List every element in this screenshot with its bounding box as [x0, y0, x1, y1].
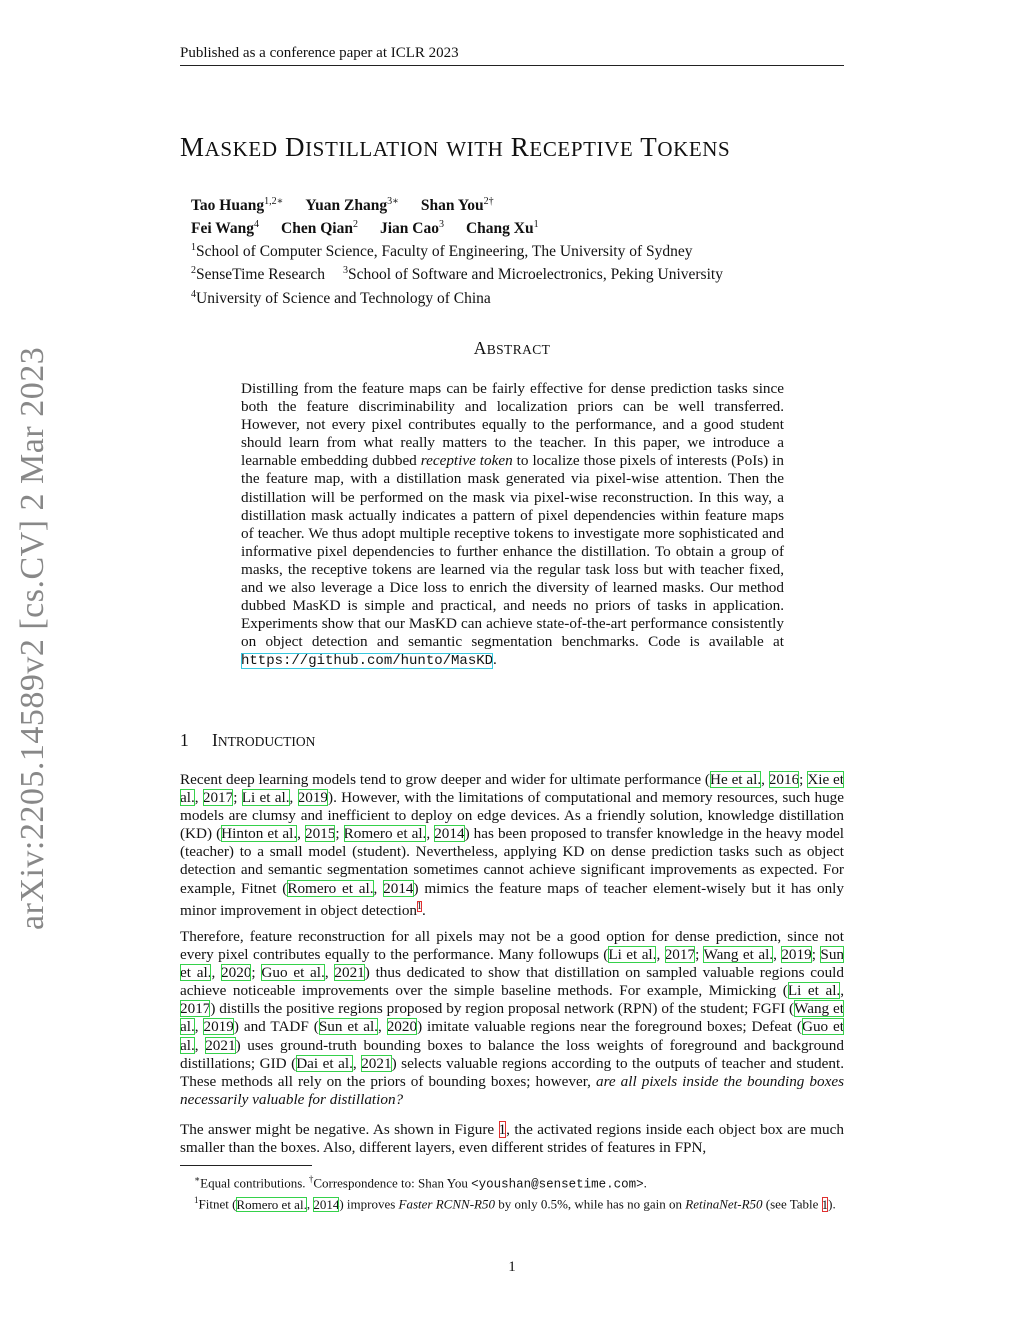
citation-link[interactable]: Wang et al.	[703, 946, 774, 964]
author-name: Tao Huang	[191, 197, 265, 215]
citation-link[interactable]: 2021	[361, 1054, 392, 1072]
author-line-2: Fei Wang$^4$ Chen Qian$^2$ Jian Cao$^3$ Chang Xu$^1$	[191, 219, 539, 238]
affiliation: $^1$School of Computer Science, Faculty of Engineering, The University of Sydney	[191, 242, 693, 261]
citation-link[interactable]: 2015	[304, 825, 336, 843]
page-number: 1	[508, 1259, 516, 1275]
footnote-ref-link[interactable]: 1	[417, 900, 423, 912]
citation-link[interactable]: Dai et al.	[296, 1054, 353, 1072]
citation-link[interactable]: 2014	[434, 825, 465, 843]
author-name: Shan You	[420, 197, 484, 215]
citation-link[interactable]: Li et al.	[608, 946, 657, 964]
section-heading-introduction: 1 INTRODUCTION	[180, 730, 316, 750]
table-ref-link[interactable]: 1	[821, 1196, 829, 1212]
footnote-equal-contribution: ∗Equal contributions. †Correspondence to: Shan You <youshan@sensetime.com>.	[194, 1174, 647, 1192]
affiliation: $^2$SenseTime Research $^3$School of Software and Microelectronics, Peking University	[191, 265, 723, 284]
citation-link[interactable]: Romero et al.	[343, 825, 427, 843]
citation-link[interactable]: Hinton et al.	[221, 825, 298, 843]
citation-link[interactable]: 2019	[203, 1018, 234, 1036]
footnotes	[180, 1171, 844, 1213]
author-name: Jian Cao	[379, 220, 439, 238]
citation-link[interactable]: Romero et al.	[236, 1196, 307, 1212]
intro-paragraph-1: Recent deep learning models tend to grow deeper and wider for ultimate performance (He et al., 2016; Xie et al., 2017; Li et al., 2019). However, with the limitations of computational and memory resources, such huge models are clumsy and inefficient to deploy on edge devices. As a friendly solution, knowledge distillation (KD) (Hinton et al., 2015; Romero et al., 2014) has been proposed to transfer knowledge in the heavy model (teacher) to a small model (student). Nevertheless, applying KD on dense prediction tasks such as object detection and semantic segmentation sometimes cannot achieve significant improvements as expected. For example, Fitnet (Romero et al., 2014) mimics the feature maps of teacher element-wisely but it has only minor improvement in object detection$^1$.	[180, 771, 845, 919]
paper-title: MASKED DISTILLATION WITH RECEPTIVE TOKENS	[180, 132, 731, 162]
footnote-1: $^1$Fitnet (Romero et al., 2014) improves Faster RCNN-R50 by only 0.5%, while has no gain on RetinaNet-R50 (see Table 1).	[194, 1195, 836, 1212]
citation-link[interactable]: 2017	[664, 946, 696, 964]
author-line-1: Tao Huang$^{1,2∗}$ Yuan Zhang$^{3∗}$ Shan You$^{2\dagger}$	[191, 196, 494, 215]
affiliation: $^4$University of Science and Technology of China	[191, 288, 491, 307]
figure-ref-link[interactable]: 1	[498, 1121, 507, 1138]
arxiv-stamp: arXiv:2205.14589v2 [cs.CV] 2 Mar 2023	[14, 346, 51, 930]
citation-link[interactable]: Guo et al.	[261, 964, 325, 982]
citation-link[interactable]: Li et al.	[787, 982, 841, 1000]
citation-link[interactable]: 2017	[202, 789, 234, 807]
author-name: Yuan Zhang	[305, 197, 388, 215]
intro-paragraph-3: The answer might be negative. As shown in Figure 1, the activated regions inside each object box are much smaller than the boxes. Also, different layers, even different strides of features in FPN,	[180, 1121, 844, 1157]
citation-link[interactable]: 2020	[221, 964, 252, 982]
citation-link[interactable]: 2014	[313, 1196, 340, 1212]
running-header: Published as a conference paper at ICLR 2023	[180, 45, 459, 61]
citation-link[interactable]: He et al.	[710, 771, 762, 788]
citation-link[interactable]: 2020	[386, 1018, 418, 1036]
citation-link[interactable]: 2021	[334, 964, 365, 982]
intro-paragraph-2: Therefore, feature reconstruction for all pixels may not be a good option for dense prediction, since not every pixel contributes equally to the performance. Many followups (Li et al., 2017; Wang et al., 2019; Sun et al., 2020; Guo et al., 2021) thus dedicated to show that distillation on sampled valuable regions could achieve noticeable improvements over the simple baseline methods. For example, Mimicking (Li et al., 2017) distills the positive regions proposed by region proposal network (RPN) of the student; FGFI (Wang et al., 2019) and TADF (Sun et al., 2020) imitate valuable regions near the foreground boxes; Defeat (Guo et al., 2021) uses ground-truth bounding boxes to balance the loss weights of foreground and background distillations; GID (Dai et al., 2021) selects valuable regions according to the outputs of teacher and student. These methods all rely on the priors of bounding boxes; however, are all pixels inside the bounding boxes necessarily valuable for distillation?	[180, 928, 845, 1108]
citation-link[interactable]: 2016	[768, 771, 800, 788]
citation-link[interactable]: Guo et al.	[180, 1018, 845, 1054]
abstract-text: Distilling from the feature maps can be fairly effective for dense prediction tasks since both the feature discriminability and localization priors can be well transferred. However, not every pixel contributes equally to the performance, and a good student should learn from what really matters to the teacher. In this paper, we introduce a learnable embedding dubbed receptive token to localize those pixels of interests (PoIs) in the feature map, with a distillation mask generated via pixel-wise attention. Then the distillation will be performed on the mask via pixel-wise reconstruction. In this way, a distillation mask actually indicates a pattern of pixel dependencies within feature maps of teacher. We thus adopt multiple receptive tokens to investigate more sophisticated and informative pixel dependencies to further enhance the distillation. To obtain a group of masks, the receptive tokens are learned via the regular task loss but with teacher fixed, and we also leverage a Dice loss to enrich the diversity of learned masks. Our method dubbed MasKD is simple and practical, and needs no priors of tasks in application. Experiments show that our MasKD can achieve state-of-the-art performance consistently on object detection and semantic segmentation benchmarks. Code is available at https://github.com/hunto/MasKD.	[241, 380, 784, 670]
citation-link[interactable]: 2021	[205, 1036, 236, 1054]
citation-link[interactable]: Sun et al.	[180, 946, 845, 982]
citation-link[interactable]: 2019	[781, 946, 812, 964]
citation-link[interactable]: 2019	[297, 789, 329, 807]
citation-link[interactable]: Romero et al.	[287, 879, 374, 897]
citation-link[interactable]: Li et al.	[241, 789, 290, 807]
author-name: Fei Wang	[191, 220, 255, 238]
header-rule	[180, 65, 844, 66]
citation-link[interactable]: 2014	[383, 879, 414, 897]
footnote-rule	[180, 1165, 312, 1166]
author-block	[191, 192, 831, 308]
author-name: Chen Qian	[281, 220, 353, 238]
citation-link[interactable]: Sun et al.	[318, 1018, 378, 1036]
abstract-heading: ABSTRACT	[473, 338, 551, 358]
citation-link[interactable]: 2017	[180, 1000, 211, 1018]
author-name: Chang Xu	[465, 220, 534, 238]
citation-link[interactable]: Xie et al.	[180, 771, 844, 807]
code-url-link[interactable]: https://github.com/hunto/MasKD	[241, 653, 494, 670]
citation-link[interactable]: Wang et al.	[180, 1000, 844, 1036]
